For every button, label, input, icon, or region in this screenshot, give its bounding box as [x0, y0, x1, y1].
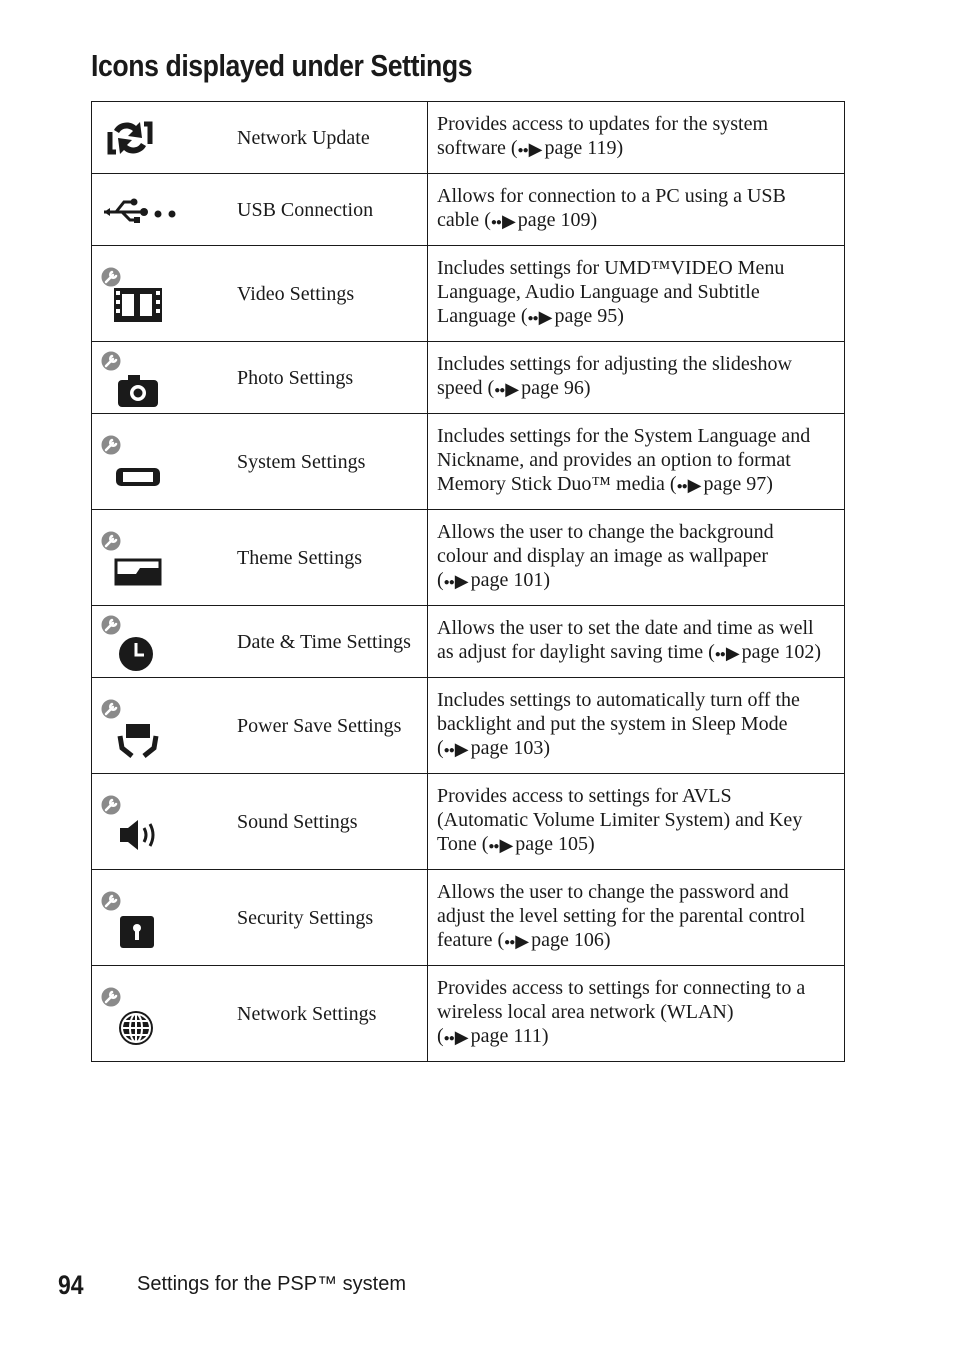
- setting-name: Theme Settings: [237, 546, 362, 569]
- setting-name: Security Settings: [237, 906, 374, 929]
- description-cell: [428, 774, 845, 870]
- icon-name-cell: [92, 510, 428, 606]
- description-line: (Automatic Volume Limiter System) and Key: [437, 809, 803, 831]
- description-cell: [428, 870, 845, 966]
- table-row: [92, 966, 845, 1062]
- description-line: speed (: [437, 377, 495, 399]
- table-row: [92, 174, 845, 246]
- table-row: [92, 774, 845, 870]
- photo-settings-icon: [92, 348, 237, 408]
- description-line: Memory Stick Duo™ media (: [437, 473, 677, 495]
- description-line: (: [437, 569, 444, 591]
- setting-entry: [92, 696, 427, 756]
- description-line: colour and display an image as wallpaper: [437, 545, 768, 567]
- table-row: [92, 102, 845, 174]
- video-settings-icon: [92, 264, 237, 324]
- page-reference-dots-icon: ●●: [676, 481, 687, 492]
- description-line: Provides access to settings for connecting to a: [437, 977, 806, 999]
- network-settings-icon: [92, 984, 237, 1044]
- description-line: Includes settings for adjusting the slideshow: [437, 353, 792, 375]
- table-row: [92, 342, 845, 414]
- setting-entry: [92, 984, 427, 1044]
- page-reference-arrow-icon: ▶: [538, 307, 553, 327]
- usb-connection-icon: [92, 180, 237, 240]
- icon-name-cell: [92, 966, 428, 1062]
- setting-entry: [92, 264, 427, 324]
- setting-name: Photo Settings: [237, 366, 354, 389]
- icon-name-cell: [92, 174, 428, 246]
- icon-name-cell: [92, 246, 428, 342]
- page-reference-link[interactable]: page 119): [544, 137, 624, 159]
- description-line: Includes settings for UMD™VIDEO Menu: [437, 257, 785, 279]
- page-reference-dots-icon: ●●: [494, 385, 505, 396]
- description-line: wireless local area network (WLAN): [437, 1001, 734, 1023]
- page-reference-dots-icon: ●●: [714, 649, 725, 660]
- icon-name-cell: [92, 414, 428, 510]
- setting-name: Date & Time Settings: [237, 630, 411, 653]
- setting-entry: [92, 888, 427, 948]
- page-title: Icons displayed under Settings: [91, 48, 473, 83]
- description-cell: [428, 246, 845, 342]
- table-row: [92, 246, 845, 342]
- page-reference-link[interactable]: page 97): [703, 473, 773, 495]
- setting-entry: [92, 180, 427, 240]
- page-reference-link[interactable]: page 95): [554, 305, 624, 327]
- description-cell: [428, 414, 845, 510]
- page-reference-dots-icon: ●●: [504, 937, 515, 948]
- icon-name-cell: [92, 606, 428, 678]
- page-reference-link[interactable]: page 101): [470, 569, 551, 591]
- page-reference-link[interactable]: page 106): [531, 929, 611, 951]
- page-reference-dots-icon: ●●: [443, 577, 454, 588]
- network-update-icon: [92, 108, 237, 168]
- setting-name: Sound Settings: [237, 810, 358, 833]
- description-line: Provides access to updates for the system: [437, 113, 769, 135]
- setting-name: Power Save Settings: [237, 714, 402, 737]
- page-reference-arrow-icon: ▶: [687, 475, 702, 495]
- page-reference-dots-icon: ●●: [527, 313, 538, 324]
- setting-name: Video Settings: [237, 282, 355, 305]
- description-cell: [428, 102, 845, 174]
- description-cell: [428, 678, 845, 774]
- page-number: 94: [58, 1270, 84, 1300]
- description-line: Includes settings for the System Language and: [437, 425, 811, 447]
- page-reference-dots-icon: ●●: [443, 1033, 454, 1044]
- power-save-settings-icon: [92, 696, 237, 756]
- description-line: Allows for connection to a PC using a USB: [437, 185, 786, 207]
- page-reference-arrow-icon: ▶: [505, 379, 520, 399]
- setting-entry: [92, 348, 427, 408]
- description-line: Tone (: [437, 833, 489, 855]
- setting-entry: [92, 432, 427, 492]
- setting-entry: [92, 528, 427, 588]
- description-line: as adjust for daylight saving time (: [437, 641, 715, 663]
- page-reference-arrow-icon: ▶: [515, 931, 530, 951]
- description-cell: [428, 174, 845, 246]
- page-reference-arrow-icon: ▶: [501, 211, 516, 231]
- table-row: [92, 414, 845, 510]
- page-reference-link[interactable]: page 111): [470, 1025, 549, 1047]
- setting-name: System Settings: [237, 450, 366, 473]
- page-reference-arrow-icon: ▶: [454, 739, 469, 759]
- date-time-settings-icon: [92, 612, 237, 672]
- setting-name: Network Settings: [237, 1002, 377, 1025]
- security-settings-icon: [92, 888, 237, 948]
- description-line: (: [437, 1025, 444, 1047]
- setting-entry: [92, 612, 427, 672]
- icon-name-cell: [92, 774, 428, 870]
- description-cell: [428, 342, 845, 414]
- page-reference-link[interactable]: page 109): [517, 209, 598, 231]
- table-row: [92, 510, 845, 606]
- page-reference-arrow-icon: ▶: [454, 1027, 469, 1047]
- page-reference-dots-icon: ●●: [488, 841, 499, 852]
- system-settings-icon: [92, 432, 237, 492]
- description-line: Language (: [437, 305, 528, 327]
- description-line: Includes settings to automatically turn off the: [437, 689, 800, 711]
- description-line: Allows the user to set the date and time as well: [437, 617, 814, 639]
- page-reference-arrow-icon: ▶: [454, 571, 469, 591]
- icon-name-cell: [92, 678, 428, 774]
- table-row: [92, 606, 845, 678]
- description-line: Allows the user to change the background: [437, 521, 774, 543]
- page-reference-arrow-icon: ▶: [725, 643, 740, 663]
- setting-name: USB Connection: [237, 198, 374, 221]
- icon-name-cell: [92, 342, 428, 414]
- description-line: cable (: [437, 209, 491, 231]
- description-line: adjust the level setting for the parental control: [437, 905, 806, 927]
- page-reference-arrow-icon: ▶: [499, 835, 514, 855]
- setting-entry: [92, 108, 427, 168]
- description-line: (: [437, 737, 444, 759]
- description-cell: [428, 510, 845, 606]
- description-cell: [428, 606, 845, 678]
- description-line: Language, Audio Language and Subtitle: [437, 281, 760, 303]
- page-reference-dots-icon: ●●: [490, 217, 501, 228]
- page-reference-link[interactable]: page 105): [515, 833, 595, 855]
- setting-entry: [92, 792, 427, 852]
- page-reference-dots-icon: ●●: [517, 145, 528, 156]
- description-line: feature (: [437, 929, 505, 951]
- page-reference-link[interactable]: page 96): [521, 377, 591, 399]
- description-line: Allows the user to change the password and: [437, 881, 789, 903]
- description-cell: [428, 966, 845, 1062]
- theme-settings-icon: [92, 528, 237, 588]
- description-line: software (: [437, 137, 518, 159]
- icon-name-cell: [92, 870, 428, 966]
- page-reference-dots-icon: ●●: [443, 745, 454, 756]
- description-line: Provides access to settings for AVLS: [437, 785, 732, 807]
- icon-name-cell: [92, 102, 428, 174]
- setting-name: Network Update: [237, 126, 370, 149]
- table-row: [92, 870, 845, 966]
- sound-settings-icon: [92, 792, 237, 852]
- page-reference-link[interactable]: page 102): [741, 641, 822, 663]
- page-reference-link[interactable]: page 103): [470, 737, 551, 759]
- table-row: [92, 678, 845, 774]
- footer-section-title: Settings for the PSP™ system: [137, 1273, 406, 1295]
- description-line: backlight and put the system in Sleep Mode: [437, 713, 788, 735]
- settings-icons-table: [91, 101, 845, 1062]
- page-reference-arrow-icon: ▶: [528, 139, 543, 159]
- description-line: Nickname, and provides an option to format: [437, 449, 791, 471]
